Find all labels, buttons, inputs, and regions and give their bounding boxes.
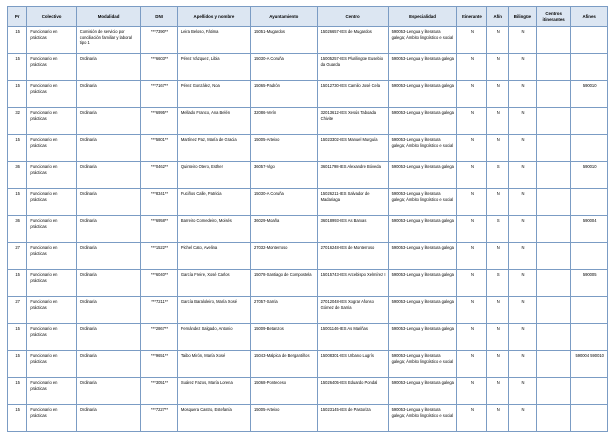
cell-bilingue: N (508, 81, 536, 108)
cell-ayuntamiento: 15009-Betanzos (250, 324, 317, 351)
cell-dni: ***9651** (141, 351, 178, 378)
cell-pr: 32 (8, 108, 27, 135)
cell-colectivo: Funcionario en prácticas (27, 216, 76, 243)
cell-bilingue: N (508, 297, 536, 324)
cell-centro: 27016248-IES de Monterroso (317, 243, 388, 270)
cell-especialidad: 590053-Lengua y literatura galega (388, 270, 457, 297)
table-row (8, 54, 608, 81)
cell-ayuntamiento: 15078-Santiago de Compostela (250, 270, 317, 297)
cell-ayuntamiento: 15043-Malpica de Bergantiños (250, 351, 317, 378)
cell-centros-itinerantes (536, 270, 570, 297)
table-row (8, 108, 608, 135)
cell-colectivo: Funcionario en prácticas (27, 324, 76, 351)
table-header (8, 7, 608, 27)
cell-afin: N (487, 243, 509, 270)
cell-pr: 15 (8, 270, 27, 297)
cell-dni: ***7390** (141, 27, 178, 54)
table-row (8, 351, 608, 378)
cell-especialidad: 590053-Lengua y literatura galega (388, 162, 457, 189)
cell-afin: S (487, 216, 509, 243)
cell-afines: 590010 (571, 162, 608, 189)
cell-afines: 590005 (571, 270, 608, 297)
cell-ayuntamiento: 15068-Ponteceso (250, 378, 317, 405)
cell-especialidad: 590053-Lengua y literatura galega; Ámbito lingüístico e social (388, 189, 457, 216)
cell-ayuntamiento: 15065-Padrón (250, 81, 317, 108)
cell-nombre: García Baraloleiro, María Xosé (177, 297, 250, 324)
cell-pr: 15 (8, 135, 27, 162)
cell-nombre: Fernández Salgado, Antonio (177, 324, 250, 351)
cell-especialidad: 590053-Lengua y literatura galega; Ámbito lingüístico e social (388, 135, 457, 162)
column-header-pr: Pr (8, 7, 27, 27)
column-header-centro: Centro (317, 7, 388, 27)
cell-centro: 15026211-IES Salvador de Madariaga (317, 189, 388, 216)
cell-afin: S (487, 270, 509, 297)
cell-centro: 15026405-IES Eduardo Pondal (317, 378, 388, 405)
column-header-centros-itinerantes: Centros itinerantes (536, 7, 570, 27)
cell-itinerante: N (457, 135, 487, 162)
cell-afin: S (487, 162, 509, 189)
cell-colectivo: Funcionario en prácticas (27, 297, 76, 324)
cell-itinerante: N (457, 270, 487, 297)
cell-nombre: Martínez Paz, María de Gracia (177, 135, 250, 162)
cell-bilingue: N (508, 351, 536, 378)
cell-bilingue: N (508, 189, 536, 216)
cell-bilingue: N (508, 270, 536, 297)
cell-dni: ***6040** (141, 270, 178, 297)
cell-dni: ***5801** (141, 135, 178, 162)
column-header-ayuntamiento: Ayuntamiento (250, 7, 317, 27)
cell-especialidad: 590053-Lengua y literatura galega (388, 216, 457, 243)
cell-pr: 15 (8, 54, 27, 81)
cell-centro: 36011798-IES Alexandre Bóveda (317, 162, 388, 189)
cell-ayuntamiento: 15030-A Coruña (250, 189, 317, 216)
table-row (8, 324, 608, 351)
cell-modalidad: Ordinaria (76, 243, 141, 270)
cell-dni: ***6603** (141, 54, 178, 81)
cell-ayuntamiento: 32086-Verín (250, 108, 317, 135)
cell-bilingue: N (508, 243, 536, 270)
cell-centro: 15015743-IES Arcebispo Xelmírez I (317, 270, 388, 297)
cell-nombre: García Freire, Xosé Carlos (177, 270, 250, 297)
cell-especialidad: 590053-Lengua y literatura galega (388, 378, 457, 405)
cell-centros-itinerantes (536, 54, 570, 81)
cell-ayuntamiento: 15051-Mugardos (250, 27, 317, 54)
cell-pr: 15 (8, 351, 27, 378)
table-body (8, 27, 608, 432)
cell-centros-itinerantes (536, 27, 570, 54)
cell-nombre: Mellado Franco, Ana Belén (177, 108, 250, 135)
cell-afines (571, 189, 608, 216)
table-row (8, 243, 608, 270)
cell-afin: N (487, 351, 509, 378)
cell-itinerante: N (457, 189, 487, 216)
cell-nombre: Taibo Mirón, María Xosé (177, 351, 250, 378)
cell-dni: ***2867** (141, 324, 178, 351)
cell-afin: N (487, 27, 509, 54)
cell-modalidad: Ordinaria (76, 405, 141, 432)
cell-nombre: Pérez González, Noa (177, 81, 250, 108)
cell-afin: N (487, 324, 509, 351)
cell-bilingue: N (508, 216, 536, 243)
cell-especialidad: 590053-Lengua y literatura galega (388, 108, 457, 135)
cell-nombre: Quinteiro Otero, Esther (177, 162, 250, 189)
column-header-bilingue: Bilingüe (508, 7, 536, 27)
cell-itinerante: N (457, 297, 487, 324)
cell-modalidad: Ordinaria (76, 108, 141, 135)
cell-bilingue: N (508, 405, 536, 432)
cell-centro: 15001146-IES As Mariñas (317, 324, 388, 351)
cell-modalidad: Comisión de servicio por conciliación familiar y laboral tipo 1 (76, 27, 141, 54)
cell-colectivo: Funcionario en prácticas (27, 27, 76, 54)
cell-afines: 590004 (571, 216, 608, 243)
cell-modalidad: Ordinaria (76, 216, 141, 243)
table-row (8, 81, 608, 108)
cell-afines: 590010 (571, 81, 608, 108)
cell-centro: 36018993-IES As Barxas (317, 216, 388, 243)
table-row (8, 270, 608, 297)
cell-afines (571, 135, 608, 162)
cell-itinerante: N (457, 324, 487, 351)
cell-modalidad: Ordinaria (76, 297, 141, 324)
cell-afin: N (487, 108, 509, 135)
cell-bilingue: N (508, 162, 536, 189)
table-row (8, 27, 608, 54)
cell-colectivo: Funcionario en prácticas (27, 378, 76, 405)
cell-colectivo: Funcionario en prácticas (27, 135, 76, 162)
cell-centros-itinerantes (536, 297, 570, 324)
cell-colectivo: Funcionario en prácticas (27, 351, 76, 378)
cell-centro: 15008301-IES Urbano Lugrís (317, 351, 388, 378)
cell-itinerante: N (457, 405, 487, 432)
column-header-especialidad: Especialidad (388, 7, 457, 27)
cell-itinerante: N (457, 243, 487, 270)
cell-centros-itinerantes (536, 324, 570, 351)
cell-pr: 27 (8, 243, 27, 270)
cell-afin: N (487, 189, 509, 216)
cell-itinerante: N (457, 351, 487, 378)
table-row (8, 297, 608, 324)
cell-modalidad: Ordinaria (76, 324, 141, 351)
cell-bilingue: N (508, 378, 536, 405)
cell-ayuntamiento: 27057-Sarria (250, 297, 317, 324)
cell-afines (571, 297, 608, 324)
table-header-row (8, 7, 608, 27)
cell-afines (571, 54, 608, 81)
cell-afines (571, 27, 608, 54)
cell-modalidad: Ordinaria (76, 54, 141, 81)
cell-modalidad: Ordinaria (76, 351, 141, 378)
cell-modalidad: Ordinaria (76, 135, 141, 162)
cell-afines: 590004 590010 (571, 351, 608, 378)
cell-nombre: Pérez Vázquez, Libia (177, 54, 250, 81)
cell-centro: 15023302-IES Manuel Murguía (317, 135, 388, 162)
cell-centro: 15023145-IES de Pastoriza (317, 405, 388, 432)
cell-colectivo: Funcionario en prácticas (27, 54, 76, 81)
cell-centro: 15012730-IES Camilo José Cela (317, 81, 388, 108)
cell-especialidad: 590053-Lengua y literatura galega; Ámbito lingüístico e social (388, 405, 457, 432)
cell-itinerante: N (457, 216, 487, 243)
cell-afin: N (487, 135, 509, 162)
cell-afines (571, 378, 608, 405)
cell-modalidad: Ordinaria (76, 270, 141, 297)
cell-bilingue: N (508, 54, 536, 81)
table-row (8, 162, 608, 189)
cell-centros-itinerantes (536, 162, 570, 189)
cell-colectivo: Funcionario en prácticas (27, 189, 76, 216)
cell-ayuntamiento: 15030-A Coruña (250, 54, 317, 81)
cell-modalidad: Ordinaria (76, 162, 141, 189)
cell-colectivo: Funcionario en prácticas (27, 270, 76, 297)
cell-especialidad: 590053-Lengua y literatura galega; Ámbito lingüístico e social (388, 351, 457, 378)
cell-pr: 27 (8, 297, 27, 324)
table-row (8, 405, 608, 432)
cell-modalidad: Ordinaria (76, 81, 141, 108)
cell-pr: 36 (8, 216, 27, 243)
cell-nombre: Pichel Cato, Avelina (177, 243, 250, 270)
cell-afin: N (487, 297, 509, 324)
cell-especialidad: 590053-Lengua y literatura galega (388, 243, 457, 270)
cell-nombre: Barreiro Comedeiro, Moisés (177, 216, 250, 243)
cell-pr: 15 (8, 378, 27, 405)
cell-colectivo: Funcionario en prácticas (27, 243, 76, 270)
cell-pr: 15 (8, 27, 27, 54)
cell-dni: ***7211** (141, 297, 178, 324)
cell-afin: N (487, 81, 509, 108)
cell-centros-itinerantes (536, 81, 570, 108)
cell-afines (571, 324, 608, 351)
table-row (8, 135, 608, 162)
cell-bilingue: N (508, 27, 536, 54)
cell-itinerante: N (457, 81, 487, 108)
cell-nombre: Mosquera Castro, Estefanía (177, 405, 250, 432)
table-row (8, 216, 608, 243)
cell-nombre: Leira Beloso, Fátima (177, 27, 250, 54)
cell-afin: N (487, 378, 509, 405)
cell-pr: 15 (8, 324, 27, 351)
cell-pr: 36 (8, 162, 27, 189)
cell-ayuntamiento: 15005-Arteixo (250, 135, 317, 162)
column-header-afines: Afines (571, 7, 608, 27)
cell-itinerante: N (457, 108, 487, 135)
cell-ayuntamiento: 36029-Moaña (250, 216, 317, 243)
cell-ayuntamiento: 15005-Arteixo (250, 405, 317, 432)
column-header-colectivo: Colectivo (27, 7, 76, 27)
cell-colectivo: Funcionario en prácticas (27, 108, 76, 135)
cell-especialidad: 590053-Lengua y literatura galega (388, 297, 457, 324)
cell-dni: ***6995** (141, 108, 178, 135)
cell-centros-itinerantes (536, 216, 570, 243)
column-header-itinerante: Itinerante (457, 7, 487, 27)
cell-itinerante: N (457, 378, 487, 405)
cell-modalidad: Ordinaria (76, 378, 141, 405)
cell-centro: 27012048-IES Xograr Afonso Gómez de Sarria (317, 297, 388, 324)
cell-ayuntamiento: 27032-Monterroso (250, 243, 317, 270)
cell-colectivo: Funcionario en prácticas (27, 162, 76, 189)
cell-dni: ***0462** (141, 162, 178, 189)
cell-itinerante: N (457, 54, 487, 81)
cell-itinerante: N (457, 162, 487, 189)
column-header-afin: Afín (487, 7, 509, 27)
cell-ayuntamiento: 36057-Vigo (250, 162, 317, 189)
cell-pr: 15 (8, 81, 27, 108)
cell-bilingue: N (508, 135, 536, 162)
cell-colectivo: Funcionario en prácticas (27, 405, 76, 432)
cell-nombre: Suárez Fazos, María Lorena (177, 378, 250, 405)
cell-centro: 15005257-IES Plurilingüe Eusebio da Guarda (317, 54, 388, 81)
cell-afin: N (487, 54, 509, 81)
cell-dni: ***1522** (141, 243, 178, 270)
cell-bilingue: N (508, 324, 536, 351)
column-header-apellidos-nombre: Apellidos y nombre (177, 7, 250, 27)
cell-especialidad: 590053-Lengua y literatura galega (388, 324, 457, 351)
cell-dni: ***8341** (141, 189, 178, 216)
cell-centro: 15026657-IES de Mugardos (317, 27, 388, 54)
cell-especialidad: 590053-Lengua y literatura galega (388, 81, 457, 108)
cell-centros-itinerantes (536, 189, 570, 216)
cell-especialidad: 590053-Lengua y literatura galega (388, 54, 457, 81)
column-header-dni: DNI (141, 7, 178, 27)
cell-centros-itinerantes (536, 378, 570, 405)
cell-nombre: Fuciños Calle, Patricia (177, 189, 250, 216)
cell-afines (571, 108, 608, 135)
cell-especialidad: 590053-Lengua y literatura galega; Ámbito lingüístico e social (388, 27, 457, 54)
cell-itinerante: N (457, 27, 487, 54)
cell-pr: 15 (8, 189, 27, 216)
cell-pr: 15 (8, 405, 27, 432)
column-header-modalidad: Modalidad (76, 7, 141, 27)
cell-bilingue: N (508, 108, 536, 135)
cell-afines (571, 243, 608, 270)
cell-centros-itinerantes (536, 405, 570, 432)
adjudications-table (7, 6, 608, 432)
cell-dni: ***3051** (141, 378, 178, 405)
table-row (8, 378, 608, 405)
cell-centros-itinerantes (536, 135, 570, 162)
cell-centros-itinerantes (536, 243, 570, 270)
cell-modalidad: Ordinaria (76, 189, 141, 216)
cell-centros-itinerantes (536, 351, 570, 378)
cell-dni: ***6958** (141, 216, 178, 243)
cell-afines (571, 405, 608, 432)
cell-colectivo: Funcionario en prácticas (27, 81, 76, 108)
cell-dni: ***7227** (141, 405, 178, 432)
cell-dni: ***7167** (141, 81, 178, 108)
cell-centros-itinerantes (536, 108, 570, 135)
cell-centro: 32013612-IES Xesús Taboada Chivite (317, 108, 388, 135)
table-row (8, 189, 608, 216)
cell-afin: N (487, 405, 509, 432)
